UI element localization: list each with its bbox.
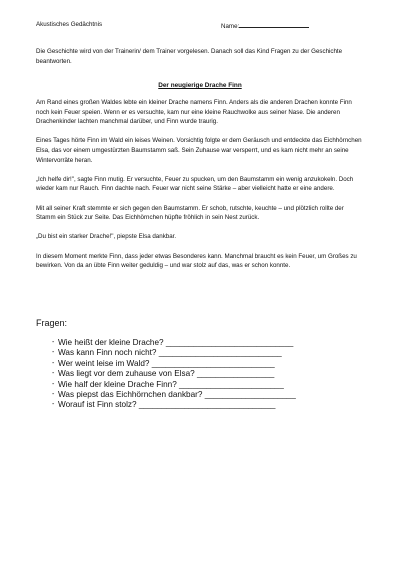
question-text: Was piepst das Eichhörnchen dankbar? ____________________ xyxy=(58,390,296,400)
story-paragraph: „Ich helfe dir!", sagte Finn mutig. Er versuchte, Feuer zu spucken, um den Baumstamm ein wenig anzukokeln. Doch wieder kam nur Rauch. Finn dachte nach. Feuer war nicht seine Stärke – aber vielleicht hatte er eine andere. xyxy=(36,175,354,193)
worksheet-category: Akustisches Gedächtnis xyxy=(36,21,103,28)
question-item[interactable] xyxy=(36,390,364,400)
story-text xyxy=(36,98,362,280)
bullet-dash: - xyxy=(52,349,55,357)
questions-list xyxy=(36,338,364,411)
story-paragraph: Mit all seiner Kraft stemmte er sich gegen den Baumstamm. Er schob, rutschte, keuchte – und plötzlich rollte der Stamm ein Stück zur Seite. Das Eichhörnchen hüpfte fröhlich in sein Nest zurück. xyxy=(36,204,344,222)
name-label: Name: xyxy=(221,23,240,30)
bullet-dash: - xyxy=(52,401,55,409)
story-paragraph: Am Rand eines großen Waldes lebte ein kleiner Drache namens Finn. Anders als die anderen Drachen konnte Finn noch kein Feuer speien. Wenn er es versuchte, kam nur eine kleine Rauchwolke aus seiner Nase. Die anderen Drachenkinder lachten manchmal darüber, und Finn wurde traurig. xyxy=(36,99,352,126)
question-item[interactable] xyxy=(36,338,364,348)
story-paragraph: „Du bist ein starker Drache!", piepste Elsa dankbar. xyxy=(36,233,177,241)
bullet-dash: - xyxy=(52,359,55,367)
bullet-dash: - xyxy=(52,339,55,346)
question-item[interactable] xyxy=(36,369,364,379)
question-text: Worauf ist Finn stolz? ______________________________ xyxy=(58,400,276,410)
name-blank-line[interactable] xyxy=(239,21,309,28)
story-paragraph: In diesem Moment merkte Finn, dass jeder etwas Besonderes kann. Manchmal braucht es kein Feuer, um Großes zu bewirken. Von da an übte Finn weiter geduldig – und war stolz auf das, was er schon konnte. xyxy=(36,252,357,270)
question-text: Was kann Finn noch nicht? ___________________________ xyxy=(58,348,282,358)
question-item[interactable] xyxy=(36,348,364,358)
bullet-dash: - xyxy=(52,391,55,399)
question-text: Wer weint leise im Wald? ___________________________ xyxy=(58,358,275,368)
story-paragraph: Eines Tages hörte Finn im Wald ein leises Weinen. Vorsichtig folgte er dem Geräusch und entdeckte das Eichhörnchen Elsa, das vor einem umgestürzten Baumstamm saß. Sein Zuhause war versperrt, und es kam nicht mehr an seine Wintervorräte heran. xyxy=(36,137,362,164)
question-text: Wie heißt der kleine Drache? ____________________________ xyxy=(58,338,294,347)
bullet-dash: - xyxy=(52,380,55,388)
bullet-dash: - xyxy=(52,370,55,378)
question-text: Was liegt vor dem zuhause von Elsa? _________________ xyxy=(58,369,275,379)
story-title: Der neugierige Drache Finn xyxy=(158,82,242,89)
questions-heading: Fragen: xyxy=(36,318,68,328)
question-item[interactable] xyxy=(36,359,364,369)
question-item[interactable] xyxy=(36,380,364,390)
question-item[interactable] xyxy=(36,400,364,410)
question-text: Wie half der kleine Drache Finn? _______________________ xyxy=(58,379,284,389)
name-field[interactable] xyxy=(221,21,309,31)
instructions: Die Geschichte wird von der Trainerin/ dem Trainer vorgelesen. Danach soll das Kind Fragen zu der Geschichte beantworten. xyxy=(36,48,343,65)
